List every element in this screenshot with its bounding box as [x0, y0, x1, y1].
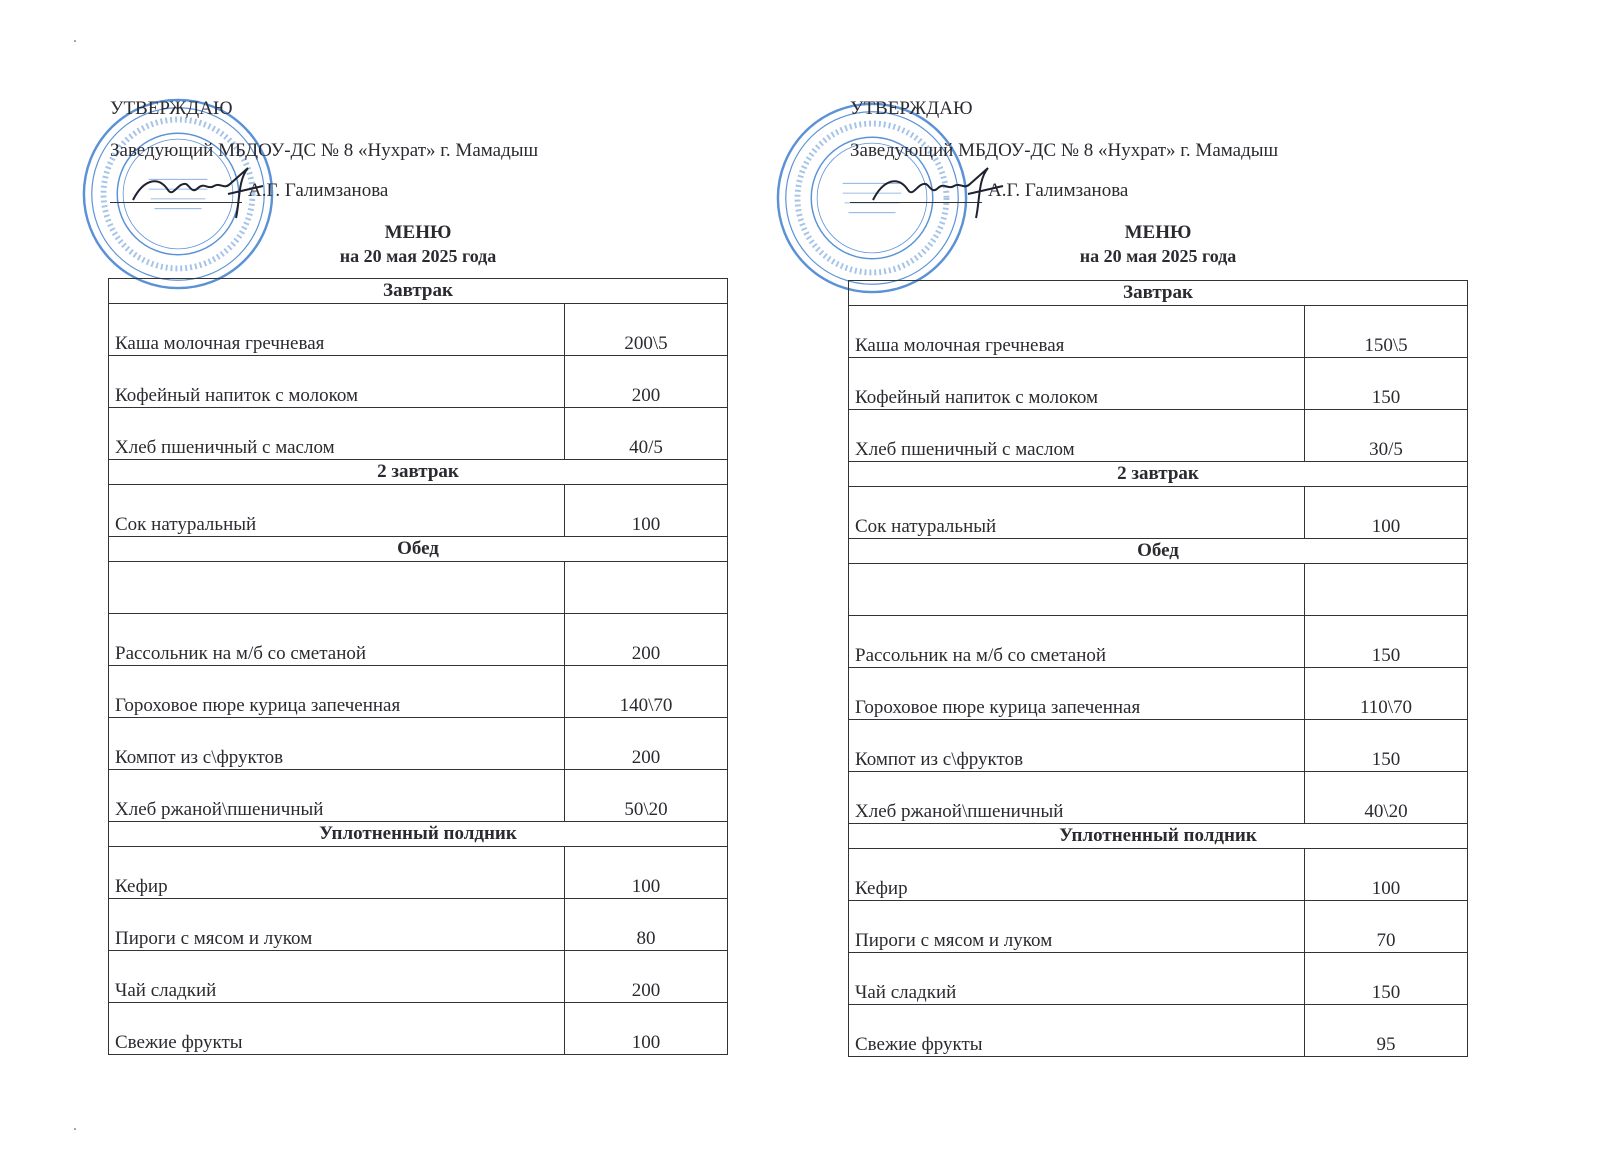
dish-portion: 150 — [1305, 616, 1468, 668]
table-row — [849, 306, 1468, 358]
dish-name: Гороховое пюре курица запеченная — [849, 668, 1305, 720]
table-row — [109, 770, 728, 822]
section-row — [109, 460, 728, 485]
dish-portion: 40/5 — [565, 408, 728, 460]
table-row — [109, 1003, 728, 1055]
scan-speck — [74, 1128, 76, 1130]
table-row — [109, 485, 728, 537]
menu-sheet-right — [848, 0, 1488, 1164]
dish-portion: 150 — [1305, 358, 1468, 410]
section-lunch: Обед — [109, 537, 728, 562]
table-row — [109, 304, 728, 356]
table-row — [109, 847, 728, 899]
dish-portion: 100 — [1305, 849, 1468, 901]
dish-name: Сок натуральный — [849, 487, 1305, 539]
menu-title: МЕНЮ — [1124, 222, 1192, 243]
dish-name: Кофейный напиток с молоком — [109, 356, 565, 408]
table-row — [849, 953, 1468, 1005]
table-row-empty — [109, 562, 728, 614]
dish-portion: 110\70 — [1305, 668, 1468, 720]
menu-date: на 20 мая 2025 года — [339, 246, 497, 266]
dish-portion: 50\20 — [565, 770, 728, 822]
dish-name: Свежие фрукты — [849, 1005, 1305, 1057]
dish-portion: 140\70 — [565, 666, 728, 718]
section-breakfast: Завтрак — [109, 279, 728, 304]
table-row — [849, 720, 1468, 772]
dish-portion: 100 — [1305, 487, 1468, 539]
signer-name: А.Г. Галимзанова — [248, 180, 389, 201]
dish-portion: 100 — [565, 485, 728, 537]
dish-portion: 80 — [565, 899, 728, 951]
dish-name: Хлеб пшеничный с маслом — [849, 410, 1305, 462]
section-row — [849, 462, 1468, 487]
approve-heading: УТВЕРЖДАЮ — [850, 98, 973, 119]
table-row — [109, 899, 728, 951]
menu-date: на 20 мая 2025 года — [1079, 246, 1237, 266]
dish-portion-empty — [1305, 564, 1468, 616]
dish-name: Сок натуральный — [109, 485, 565, 537]
section-row — [109, 822, 728, 847]
table-row — [849, 358, 1468, 410]
signer-name: А.Г. Галимзанова — [988, 180, 1129, 201]
menu-title: МЕНЮ — [384, 222, 452, 243]
table-row — [109, 614, 728, 666]
section-breakfast2: 2 завтрак — [109, 460, 728, 485]
dish-name: Пироги с мясом и луком — [849, 901, 1305, 953]
dish-name: Чай сладкий — [849, 953, 1305, 1005]
dish-portion: 95 — [1305, 1005, 1468, 1057]
section-row — [849, 824, 1468, 849]
table-row — [849, 668, 1468, 720]
section-row — [109, 537, 728, 562]
dish-name: Кефир — [849, 849, 1305, 901]
table-row — [849, 410, 1468, 462]
section-snack: Уплотненный полдник — [849, 824, 1468, 849]
dish-portion-empty — [565, 562, 728, 614]
menu-table — [108, 278, 728, 1055]
menu-sheet-left — [108, 0, 748, 1164]
dish-name: Компот из с\фруктов — [849, 720, 1305, 772]
scan-speck — [74, 40, 76, 42]
signature-icon — [128, 160, 278, 220]
section-row — [849, 539, 1468, 564]
dish-portion: 150 — [1305, 720, 1468, 772]
dish-portion: 200 — [565, 356, 728, 408]
dish-name: Пироги с мясом и луком — [109, 899, 565, 951]
table-row — [849, 849, 1468, 901]
dish-portion: 200 — [565, 951, 728, 1003]
head-position: Заведующий МБДОУ-ДС № 8 «Нухрат» г. Мамадыш — [110, 140, 539, 161]
dish-name: Компот из с\фруктов — [109, 718, 565, 770]
dish-name: Кофейный напиток с молоком — [849, 358, 1305, 410]
dish-name: Каша молочная гречневая — [849, 306, 1305, 358]
table-row — [849, 616, 1468, 668]
dish-name: Гороховое пюре курица запеченная — [109, 666, 565, 718]
dish-name: Хлеб ржаной\пшеничный — [109, 770, 565, 822]
head-position: Заведующий МБДОУ-ДС № 8 «Нухрат» г. Мамадыш — [850, 140, 1279, 161]
dish-portion: 70 — [1305, 901, 1468, 953]
approve-heading: УТВЕРЖДАЮ — [110, 98, 233, 119]
dish-portion: 100 — [565, 1003, 728, 1055]
dish-name: Хлеб ржаной\пшеничный — [849, 772, 1305, 824]
table-row — [109, 356, 728, 408]
table-row — [109, 408, 728, 460]
dish-portion: 150 — [1305, 953, 1468, 1005]
section-snack: Уплотненный полдник — [109, 822, 728, 847]
table-row — [109, 718, 728, 770]
dish-name: Кефир — [109, 847, 565, 899]
menu-table — [848, 280, 1468, 1057]
section-row — [849, 281, 1468, 306]
dish-portion: 30/5 — [1305, 410, 1468, 462]
dish-portion: 200\5 — [565, 304, 728, 356]
dish-name: Чай сладкий — [109, 951, 565, 1003]
dish-name: Свежие фрукты — [109, 1003, 565, 1055]
dish-name: Хлеб пшеничный с маслом — [109, 408, 565, 460]
dish-portion: 200 — [565, 614, 728, 666]
signature-icon — [868, 160, 1018, 220]
section-breakfast: Завтрак — [849, 281, 1468, 306]
table-row — [109, 951, 728, 1003]
dish-portion: 100 — [565, 847, 728, 899]
dish-name-empty — [849, 564, 1305, 616]
table-row — [849, 901, 1468, 953]
section-lunch: Обед — [849, 539, 1468, 564]
dish-portion: 200 — [565, 718, 728, 770]
dish-portion: 40\20 — [1305, 772, 1468, 824]
dish-name: Рассольник на м/б со сметаной — [849, 616, 1305, 668]
table-row — [849, 1005, 1468, 1057]
table-row — [849, 487, 1468, 539]
dish-name: Каша молочная гречневая — [109, 304, 565, 356]
table-row — [109, 666, 728, 718]
dish-name-empty — [109, 562, 565, 614]
section-breakfast2: 2 завтрак — [849, 462, 1468, 487]
dish-portion: 150\5 — [1305, 306, 1468, 358]
dish-name: Рассольник на м/б со сметаной — [109, 614, 565, 666]
section-row — [109, 279, 728, 304]
table-row — [849, 772, 1468, 824]
table-row-empty — [849, 564, 1468, 616]
